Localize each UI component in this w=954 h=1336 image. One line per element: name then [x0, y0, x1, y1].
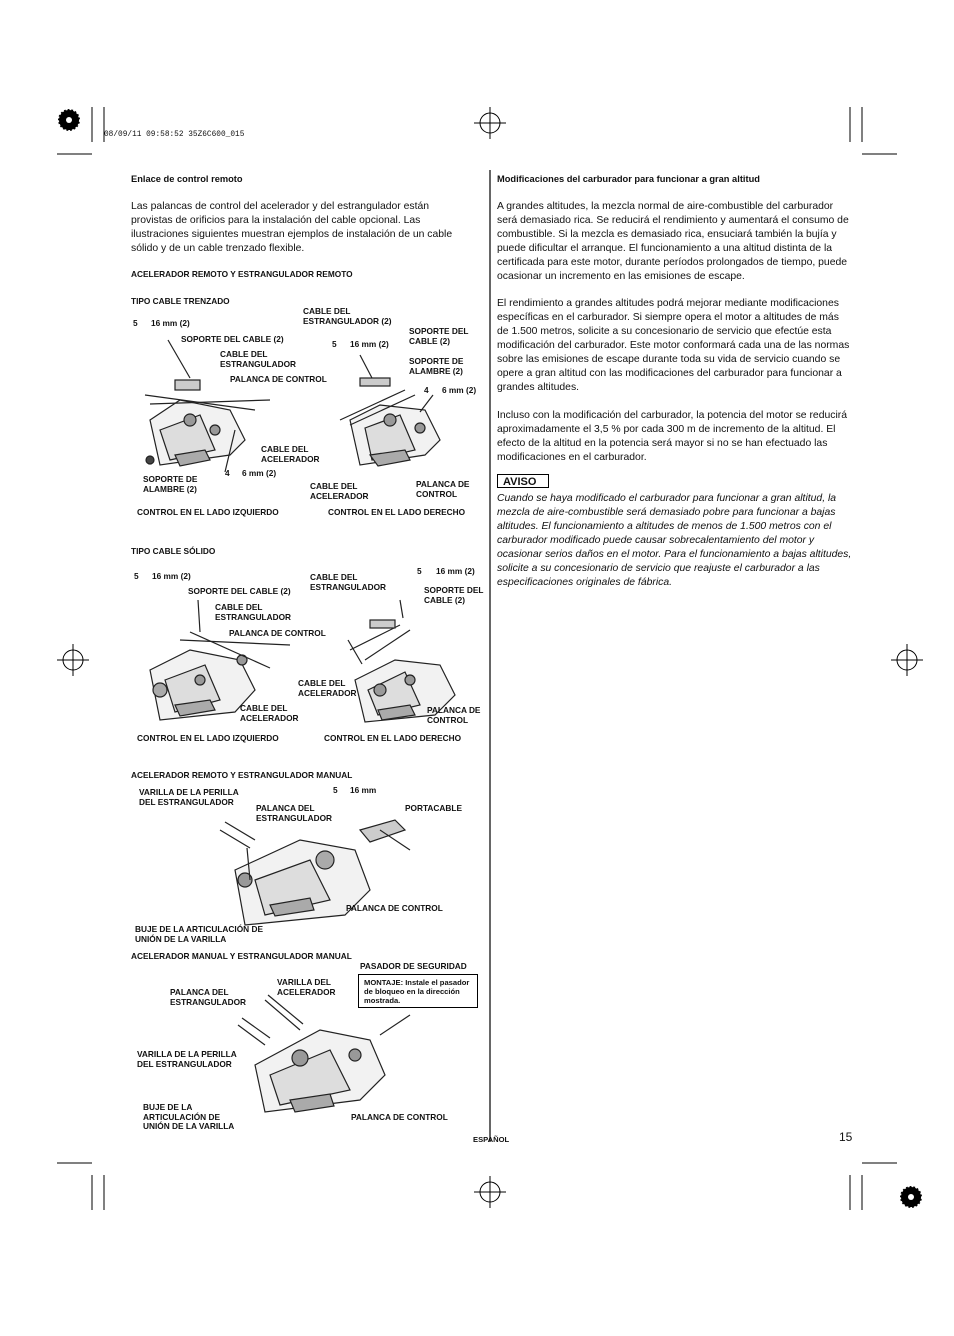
- fig2-left-cable-holder: SOPORTE DEL CABLE (2): [188, 586, 291, 596]
- subsection-remote-manual: ACELERADOR REMOTO Y ESTRANGULADOR MANUAL: [131, 770, 353, 780]
- fig1-right-throttle-cable: CABLE DEL ACELERADOR: [310, 481, 369, 501]
- print-stamp: 08/09/11 09:58:52 35Z6C600_015: [104, 131, 245, 139]
- fig2-right-number-5: 5: [417, 566, 422, 576]
- fig4-choke-lever: PALANCA DEL ESTRANGULADOR: [170, 987, 247, 1007]
- notice-badge: AVISO: [497, 474, 549, 488]
- fig2-left-16mm: 16 mm (2): [152, 571, 191, 581]
- registration-mark-bottom: [474, 1176, 506, 1208]
- fig2-right-16mm: 16 mm (2): [436, 566, 475, 576]
- fig4-mounting-note: MONTAJE: Instale el pasador de bloqueo en la dirección mostrada.: [358, 974, 478, 1008]
- fig3-cable-holder: PORTACABLE: [405, 803, 463, 813]
- fig4-safety-pin: PASADOR DE SEGURIDAD: [360, 961, 467, 971]
- altitude-title: Modificaciones del carburador para funcionar a gran altitud: [497, 174, 760, 184]
- fig4-rod-bushing: BUJE DE LA ARTICULACIÓN DE UNIÓN DE LA VARILLA: [143, 1102, 235, 1131]
- star-target-top-left: [58, 109, 80, 131]
- fig2-left-throttle-cable: CABLE DEL ACELERADOR: [240, 703, 299, 723]
- fig1-left-16mm: 16 mm (2): [151, 318, 190, 328]
- fig1-right-16mm: 16 mm (2): [350, 339, 389, 349]
- fig1-right-cable-holder: SOPORTE DEL CABLE (2): [409, 326, 469, 346]
- footer-language: ESPAÑOL: [473, 1135, 510, 1144]
- fig1-caption-left: CONTROL EN EL LADO IZQUIERDO: [137, 507, 279, 517]
- fig1-right-choke-cable: CABLE DEL ESTRANGULADOR (2): [303, 306, 392, 326]
- fig1-caption-right: CONTROL EN EL LADO DERECHO: [328, 507, 466, 517]
- fig3-choke-knob-rod: VARILLA DE LA PERILLA DEL ESTRANGULADOR: [139, 787, 239, 807]
- fig2-right-drawing: [348, 600, 455, 722]
- registration-mark-top: [474, 107, 506, 139]
- fig1-left-throttle-cable: CABLE DEL ACELERADOR: [261, 444, 320, 464]
- subsection-remote-remote: ACELERADOR REMOTO Y ESTRANGULADOR REMOTO: [131, 269, 353, 279]
- fig4-control-lever: PALANCA DE CONTROL: [351, 1112, 448, 1122]
- registration-mark-right: [891, 644, 923, 676]
- fig1-left-cable-holder: SOPORTE DEL CABLE (2): [181, 334, 284, 344]
- fig1-left-choke-cable: CABLE DEL ESTRANGULADOR: [220, 349, 297, 369]
- fig2-caption-left: CONTROL EN EL LADO IZQUIERDO: [137, 733, 279, 743]
- fig1-right-control-lever: PALANCA DE CONTROL: [416, 479, 470, 499]
- intro-paragraph: Las palancas de control del acelerador y del estrangulador están provistas de orificios para la instalación del cable opcional. Las ilustraciones siguientes muestran ejemplos de instalación de un cable sólido y de un cable trenzado flexible.: [131, 201, 453, 254]
- altitude-paragraph-2: El rendimiento a grandes altitudes podrá mejorar mediante modificaciones específicas en el carburador. Si siempre opera el motor a altitudes de más de 1.500 metros, solicite a su concesionario de servicio que efectúe esta modificación del carburador. Este motor conformará cada una de las normas sobre las emisiones de escape durante toda su vida de servicio cuando se opere a gran altitud con las modificaciones del carburador para funcionar a grandes altitudes.: [497, 298, 850, 393]
- notice-text: Cuando se haya modificado el carburador para funcionar a gran altitud, la mezcla de aire-combustible será demasiado pobre para funcionar a bajas altitudes. El funcionamiento a altitudes de menos de 1.500 metros con el carburador modificado puede causar sobrecalentamiento del motor y ocasionar serios daños en el motor. Para el funcionamiento a bajas altitudes, solicite a su concesionario de servicio que reajuste el carburador a las especificaciones originales de fábrica.: [497, 493, 852, 588]
- fig4-choke-knob-rod: VARILLA DE LA PERILLA DEL ESTRANGULADOR: [137, 1049, 237, 1069]
- subsection-manual-manual: ACELERADOR MANUAL Y ESTRANGULADOR MANUAL: [131, 951, 352, 961]
- fig3-control-lever: PALANCA DE CONTROL: [346, 903, 443, 913]
- fig2-right-cable-holder: SOPORTE DEL CABLE (2): [424, 585, 484, 605]
- fig2-caption-right: CONTROL EN EL LADO DERECHO: [324, 733, 462, 743]
- section-title: Enlace de control remoto: [131, 174, 243, 184]
- fig1-left-control-lever: PALANCA DE CONTROL: [230, 374, 327, 384]
- fig2-right-control-lever: PALANCA DE CONTROL: [427, 705, 481, 725]
- fig1-left-number-4: 4: [225, 468, 230, 478]
- fig1-left-number-5: 5: [133, 318, 138, 328]
- page-number: 15: [839, 1130, 853, 1144]
- fig1-right-number-4: 4: [424, 385, 429, 395]
- star-target-bottom-right: [900, 1186, 922, 1208]
- fig2-left-control-lever: PALANCA DE CONTROL: [229, 628, 326, 638]
- fig2-right-choke-cable: CABLE DEL ESTRANGULADOR: [310, 572, 387, 592]
- fig3-rod-bushing: BUJE DE LA ARTICULACIÓN DE UNIÓN DE LA VARILLA: [135, 924, 263, 944]
- fig1-left-wire-holder: SOPORTE DE ALAMBRE (2): [143, 474, 198, 494]
- fig3-choke-lever: PALANCA DEL ESTRANGULADOR: [256, 803, 333, 823]
- fig4-drawing: [238, 995, 410, 1112]
- fig2-left-number-5: 5: [134, 571, 139, 581]
- fig3-16mm: 16 mm: [350, 785, 377, 795]
- fig3-number-5: 5: [333, 785, 338, 795]
- fig2-right-throttle-cable: CABLE DEL ACELERADOR: [298, 678, 357, 698]
- subsection-solid-cable: TIPO CABLE SÓLIDO: [131, 546, 216, 556]
- subsection-braided-cable: TIPO CABLE TRENZADO: [131, 296, 230, 306]
- altitude-paragraph-1: A grandes altitudes, la mezcla normal de aire-combustible del carburador será demasiado rica. Se reducirá el rendimiento y aumentará el consumo de combustible. Si la mezcla es demasiado rica, ensuciará también la bujía y puede dificultar el arranque. El funcionamiento a una altitud distinta de la certificada para este motor, durante períodos prolongados de tiempo, puede ocasionar un incremento en las emisiones de escape.: [497, 201, 849, 282]
- fig1-left-6mm: 6 mm (2): [242, 468, 277, 478]
- fig1-right-number-5: 5: [332, 339, 337, 349]
- altitude-paragraph-3: Incluso con la modificación del carburador, la potencia del motor se reducirá aproximadamente el 3,5 % por cada 300 m de incremento de la altitud. El efecto de la altitud en la potencia será mayor si no se han efectuado las modificaciones en el carburador.: [497, 410, 848, 463]
- fig1-right-6mm: 6 mm (2): [442, 385, 477, 395]
- fig2-left-choke-cable: CABLE DEL ESTRANGULADOR: [215, 602, 292, 622]
- registration-mark-left: [57, 644, 89, 676]
- fig1-right-wire-holder: SOPORTE DE ALAMBRE (2): [409, 356, 464, 376]
- fig4-throttle-rod: VARILLA DEL ACELERADOR: [277, 977, 336, 997]
